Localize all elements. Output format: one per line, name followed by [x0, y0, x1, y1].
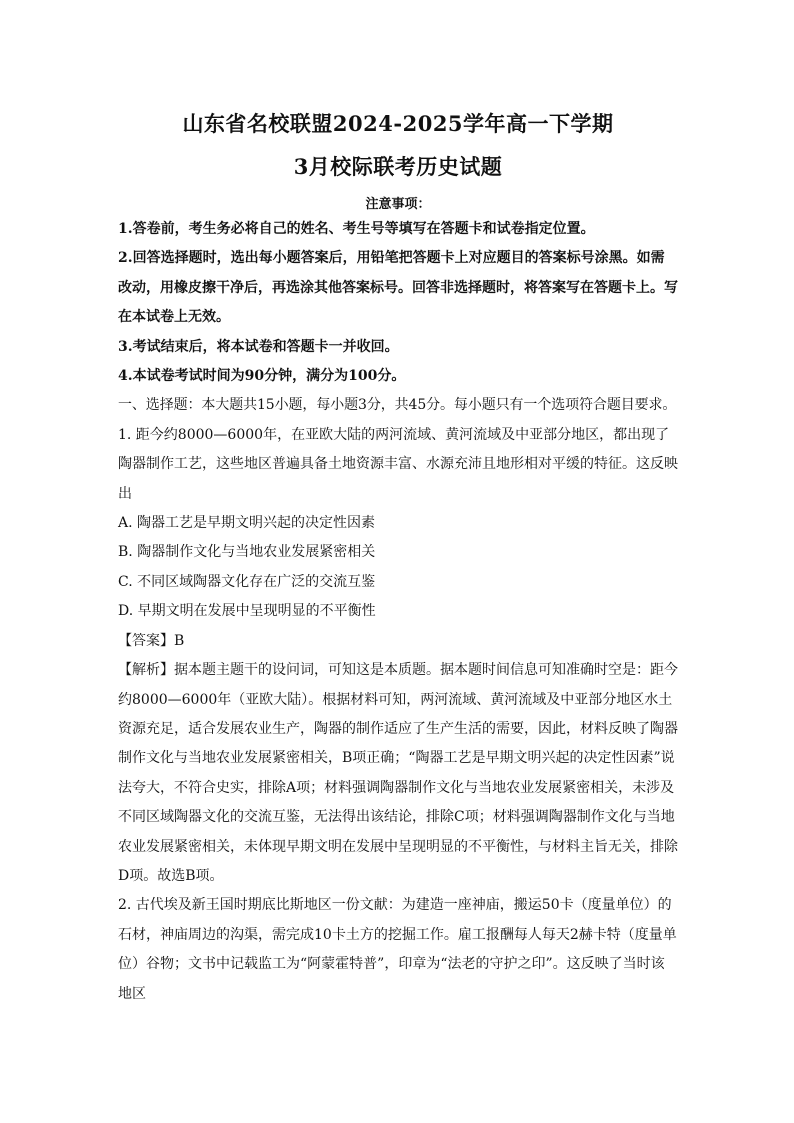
question-1-option-a: A. 陶器工艺是早期文明兴起的决定性因素 [118, 515, 376, 532]
question-2-stem: 2. 古代埃及新王国时期底比斯地区一份文献：为建造一座神庙，搬运50卡（度量单位）的石材，神庙周边的沟渠，需完成10卡土方的挖掘工作。雇工报酬每人每天2赫卡特（度量单位）谷物；文书中记载监工为“阿蒙霍特普”，印章为“法老的守护之印”。这反映了当时该地区 [118, 897, 677, 1002]
exam-page [118, 100, 678, 1009]
question-1-option-d: D. 早期文明在发展中呈现明显的不平衡性 [118, 603, 376, 620]
question-1-answer: 【答案】B [118, 632, 185, 649]
notice-item-1: 1.答卷前，考生务必将自己的姓名、考生号等填写在答题卡和试卷指定位置。 [118, 221, 595, 237]
question-1-analysis: 【解析】据本题主题干的设问词，可知这是本质题。据本题时间信息可知准确时空是：距今约8000—6000年（亚欧大陆）。根据材料可知，两河流域、黄河流域及中亚部分地区水土资源充足，适合发展农业生产，陶器的制作适应了生产生活的需要，因此，材料反映了陶器制作文化与当地农业发展紧密相关，B项正确；“陶器工艺是早期文明兴起的决定性因素”说法夸大，不符合史实，排除A项；材料强调陶器制作文化与当地农业发展紧密相关，未涉及不同区域陶器文化的交流互鉴，无法得出该结论，排除C项；材料强调陶器制作文化与当地农业发展紧密相关，未体现早期文明在发展中呈现明显的不平衡性，与材料主旨无关，排除D项。故选B项。 [118, 662, 678, 884]
question-1-option-b: B. 陶器制作文化与当地农业发展紧密相关 [118, 544, 376, 561]
question-1-option-c: C. 不同区域陶器文化存在广泛的交流互鉴 [118, 573, 376, 590]
notice-item-3: 3.考试结束后，将本试卷和答题卡一并收回。 [118, 338, 399, 355]
notice-item-2: 2.回答选择题时，选出每小题答案后，用铅笔把答题卡上对应题目的答案标号涂黑。如需改动，用橡皮擦干净后，再选涂其他答案标号。回答非选择题时，将答案写在答题卡上。写在本试卷上无效。 [118, 250, 678, 326]
exam-title-line2: 3月校际联考历史试题 [293, 154, 503, 179]
notice-title: 注意事项： [365, 197, 431, 212]
notice-item-4: 4.本试卷考试时间为90分钟，满分为100分。 [118, 368, 406, 385]
question-1-stem: 1. 距今约8000—6000年，在亚欧大陆的两河流域、黄河流域及中亚部分地区，都出现了陶器制作工艺，这些地区普遍具备土地资源丰富、水源充沛且地形相对平缓的特征。这反映出 [118, 426, 678, 502]
section-heading: 一、选择题：本大题共15小题，每小题3分，共45分。每小题只有一个选项符合题目要求。 [118, 397, 677, 414]
exam-title-line1: 山东省名校联盟2024-2025学年高一下学期 [182, 111, 614, 136]
